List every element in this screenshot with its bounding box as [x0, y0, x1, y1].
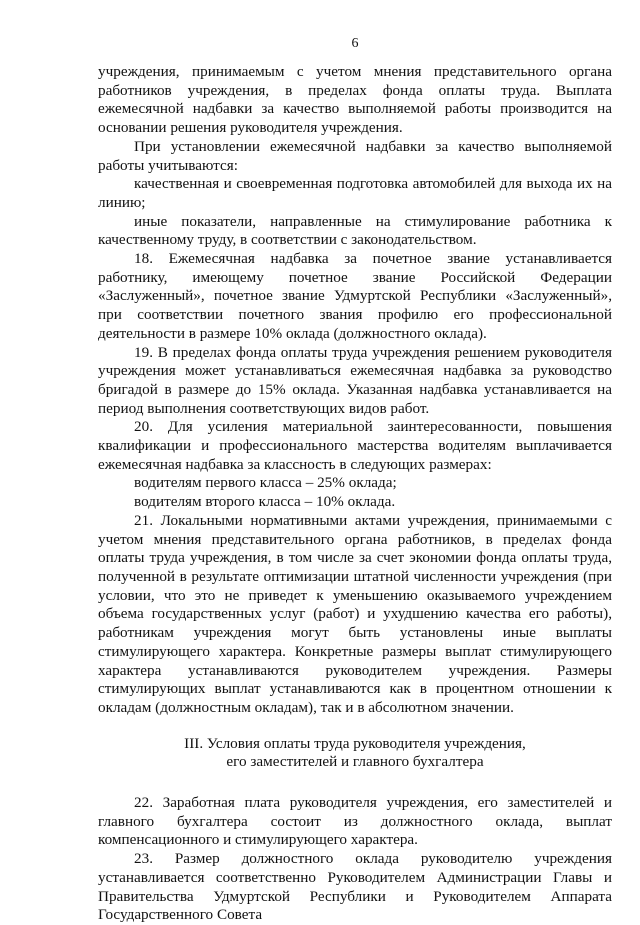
paragraph: 21. Локальными нормативными актами учреждения, принимаемыми с учетом мнения представительного органа работников, в пределах фонда оплаты труда учреждения, в том числе за счет экономии фонда оплаты труда, полученной в результате оптимизации штатной численности учреждения (при условии, что это не приведет к уменьшению оказываемого учреждением объема государственных услуг (работ) и ухудшению качества его работы), работникам учреждения могут быть установлены иные выплаты стимулирующего характера. Конкретные размеры выплат стимулирующего характера устанавливаются руководителем учреждения. Размеры стимулирующих выплат устанавливаются как в процентном отношении к окладам (должностным окладам), так и в абсолютном значении.	[98, 511, 612, 716]
section-heading	[98, 735, 612, 772]
paragraphs-after	[98, 794, 612, 925]
paragraph: водителям второго класса – 10% оклада.	[134, 493, 396, 511]
paragraph: 20. Для усиления материальной заинтересованности, повышения квалификации и профессионального мастерства водителям выплачивается ежемесячная надбавка за классность в следующих размерах:	[98, 418, 612, 473]
paragraph: качественная и своевременная подготовка автомобилей для выхода их на линию;	[98, 175, 612, 211]
paragraph: водителям первого класса – 25% оклада;	[134, 474, 397, 492]
section-heading-line: его заместителей и главного бухгалтера	[226, 753, 484, 771]
paragraph: 23. Размер должностного оклада руководителю учреждения устанавливается соответственно Руководителем Администрации Главы и Правительства Удмуртской Республики и Руководителем Аппарата Государственного Совета	[98, 850, 612, 924]
page-number: 6	[351, 36, 359, 51]
paragraph: учреждения, принимаемым с учетом мнения представительного органа работников учреждения, в пределах фонда оплаты труда. Выплата ежемесячной надбавки за качество выполняемой работы производится на основании решения руководителя учреждения.	[98, 63, 612, 137]
paragraph: иные показатели, направленные на стимулирование работника к качественному труду, в соответствии с законодательством.	[98, 212, 612, 249]
section-heading-line: III. Условия оплаты труда руководителя учреждения,	[184, 734, 526, 752]
paragraphs-before	[98, 63, 612, 718]
paragraph: При установлении ежемесячной надбавки за качество выполняемой работы учитываются:	[98, 137, 612, 174]
paragraph: 18. Ежемесячная надбавка за почетное звание устанавливается работнику, имеющему почетное звание Российской Федерации «Заслуженный», почетное звание Удмуртской Республики «Заслуженный», при соответствии почетного звания профилю его профессиональной деятельности в размере 10% оклада (должностного оклада).	[98, 250, 612, 342]
document-page	[98, 36, 612, 925]
paragraph: 22. Заработная плата руководителя учреждения, его заместителей и главного бухгалтера состоит из должностного оклада, выплат компенсационного и стимулирующего характера.	[98, 794, 612, 849]
paragraph: 19. В пределах фонда оплаты труда учреждения решением руководителя учреждения может устанавливаться ежемесячная надбавка за руководство бригадой в размере до 15% оклада. Указанная надбавка устанавливается на период выполнения соответствующих видов работ.	[98, 343, 612, 417]
